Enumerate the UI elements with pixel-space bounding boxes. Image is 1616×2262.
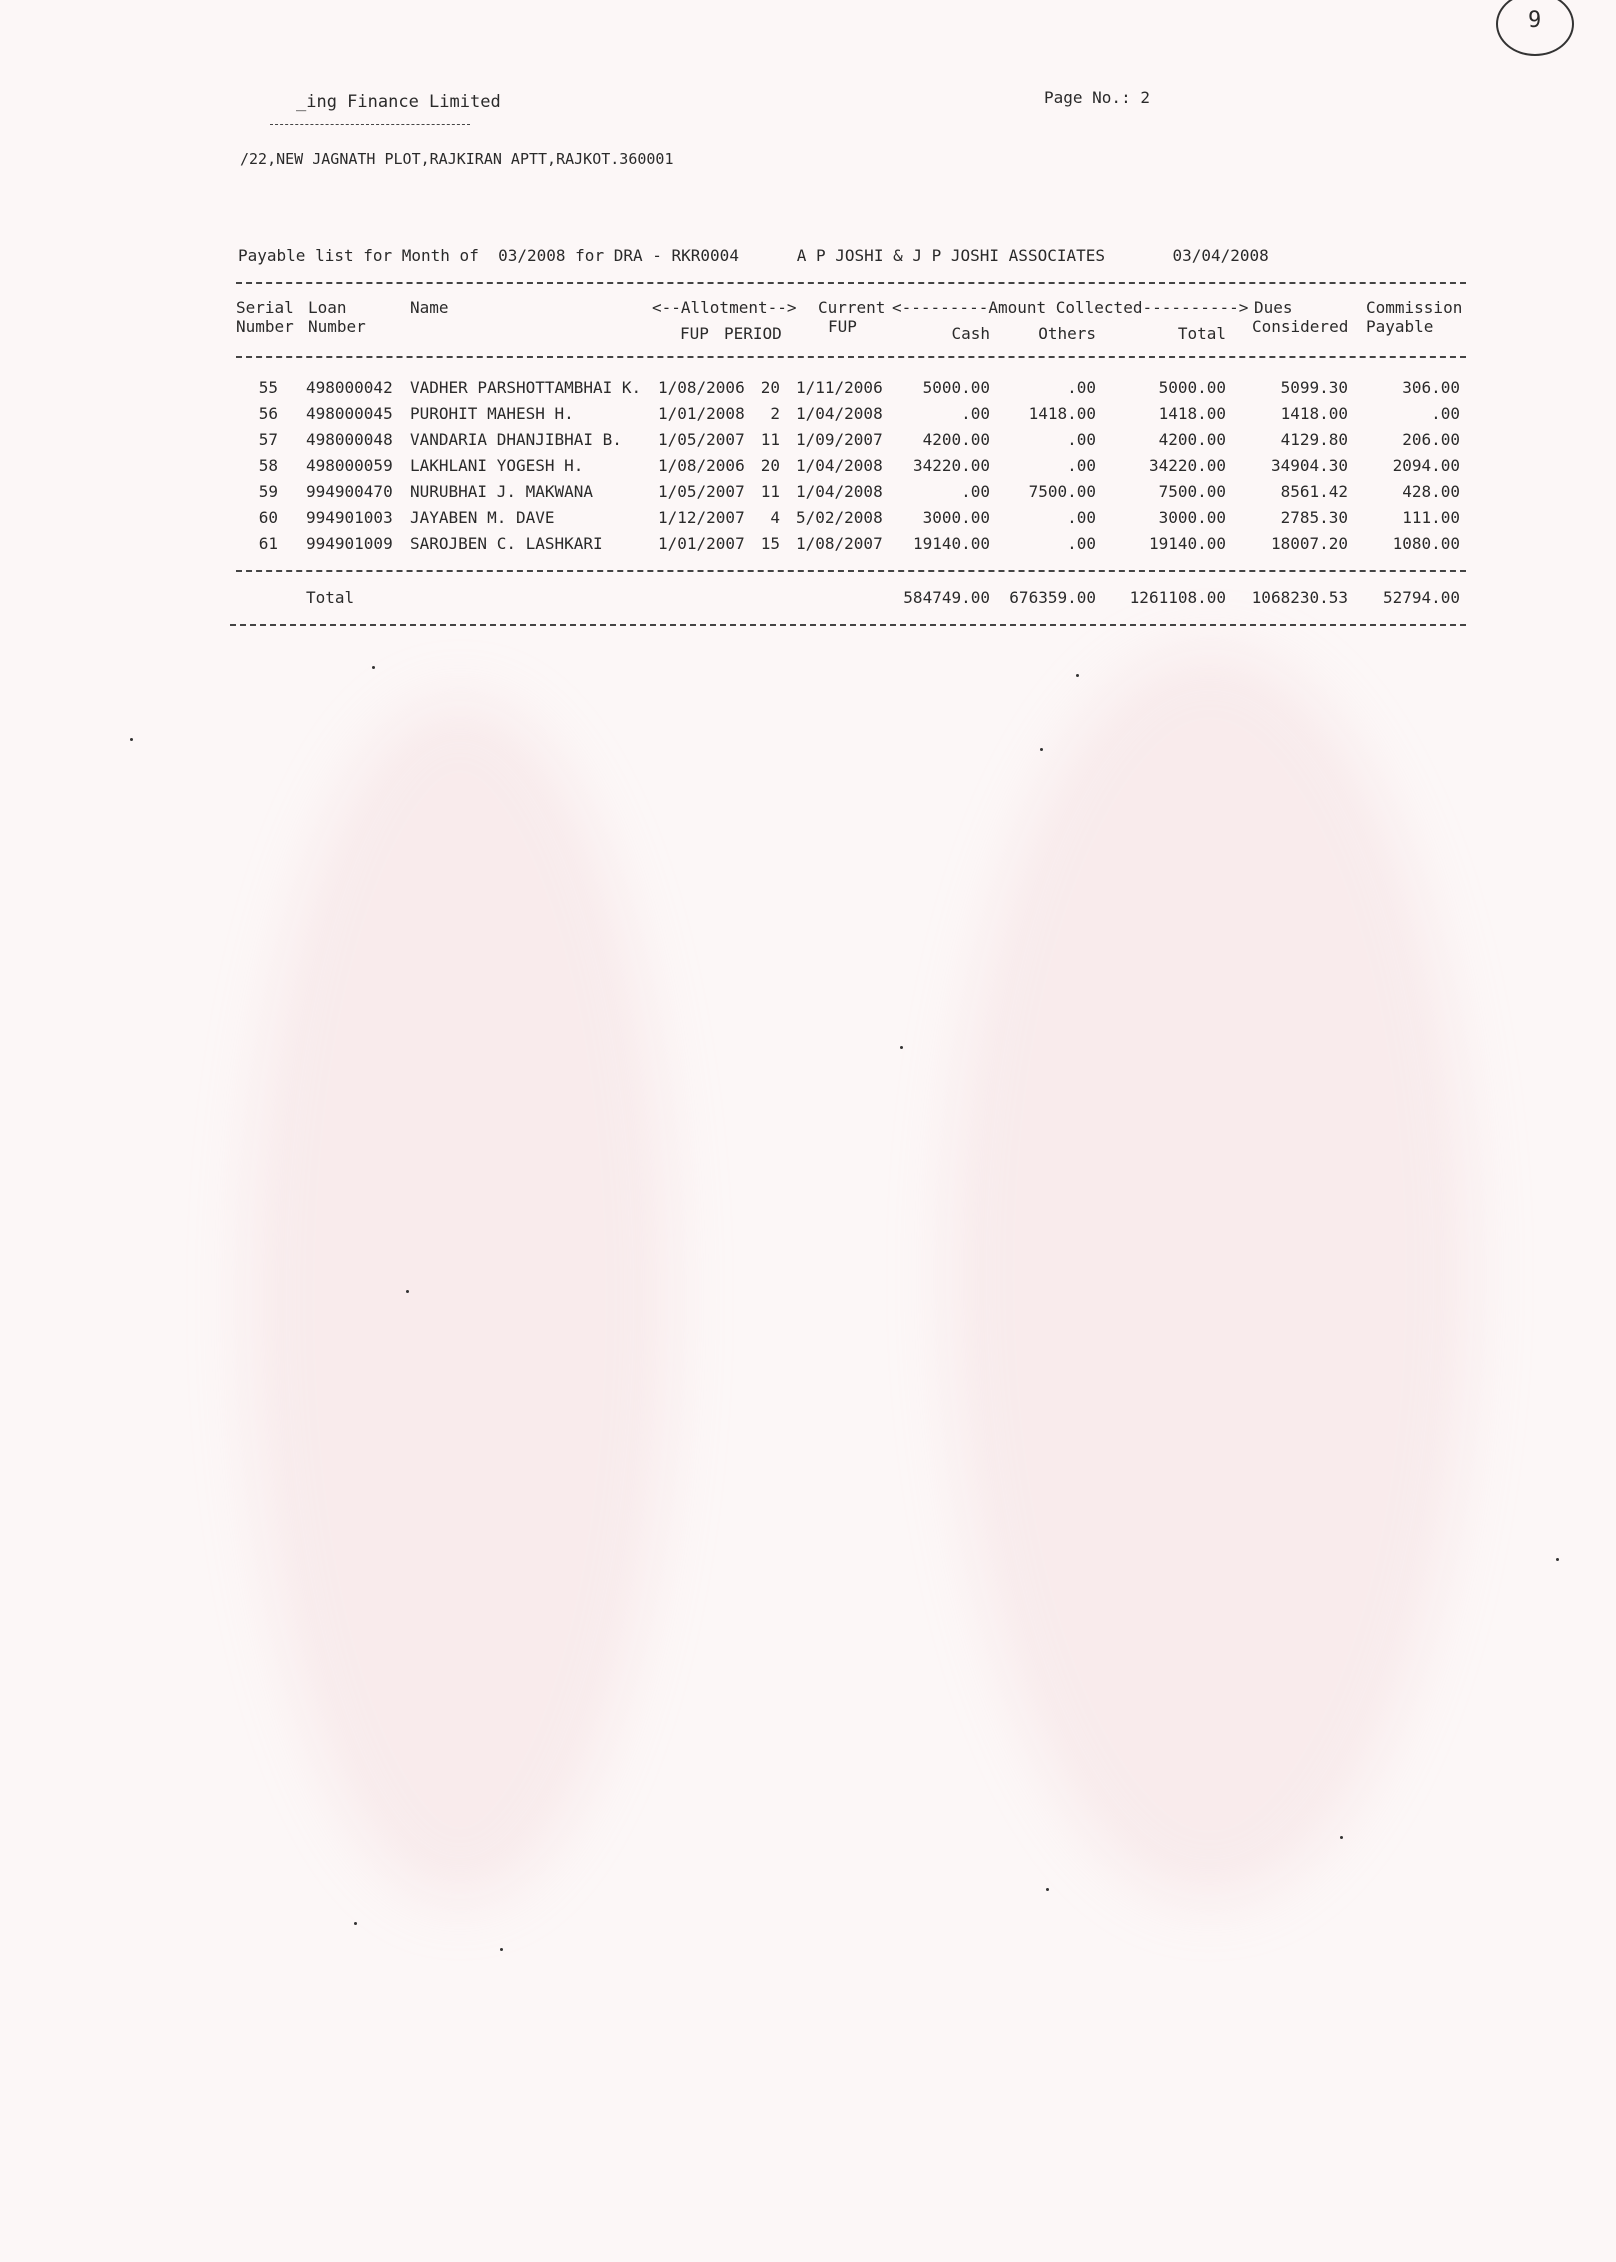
dra-label: for DRA -	[575, 246, 662, 265]
cell-name: SAROJBEN C. LASHKARI	[410, 534, 603, 553]
cell-loan: 498000042	[306, 378, 393, 397]
col-allotment: <--Allotment-->	[652, 298, 797, 317]
cell-total: 34220.00	[1148, 456, 1226, 475]
report-date: 03/04/2008	[1172, 246, 1269, 265]
cell-others: 7500.00	[1028, 482, 1096, 501]
cell-commission: 206.00	[1402, 430, 1460, 449]
cell-commission: 2094.00	[1392, 456, 1460, 475]
table-row	[0, 456, 1616, 482]
col-amount-collected: <---------Amount Collected---------->	[892, 298, 1249, 317]
cell-serial: 59	[258, 482, 278, 501]
cell-cash: 19140.00	[912, 534, 990, 553]
scan-speck	[1556, 1558, 1559, 1561]
totals-others: 676359.00	[1009, 588, 1096, 607]
cell-cash: .00	[961, 404, 990, 423]
cell-total: 4200.00	[1158, 430, 1226, 449]
company-underline	[270, 124, 470, 125]
cell-fup: 1/08/2006	[658, 456, 745, 475]
cell-dues: 1418.00	[1280, 404, 1348, 423]
totals-commission: 52794.00	[1382, 588, 1460, 607]
cell-current-fup: 5/02/2008	[796, 508, 883, 527]
cell-current-fup: 1/04/2008	[796, 482, 883, 501]
cell-current-fup: 1/08/2007	[796, 534, 883, 553]
cell-loan: 994900470	[306, 482, 393, 501]
cell-dues: 4129.80	[1280, 430, 1348, 449]
cell-name: LAKHLANI YOGESH H.	[410, 456, 584, 475]
cell-serial: 61	[258, 534, 278, 553]
cell-cash: 4200.00	[922, 430, 990, 449]
cell-loan: 498000059	[306, 456, 393, 475]
col-loan: Loan Number	[308, 298, 366, 336]
cell-dues: 5099.30	[1280, 378, 1348, 397]
col-period: PERIOD	[724, 324, 782, 343]
col-dues: Dues Considered	[1252, 298, 1349, 336]
cell-others: .00	[1067, 508, 1096, 527]
col-cash: Cash	[951, 324, 990, 343]
company-name: _ing Finance Limited	[296, 92, 501, 112]
cell-period: 11	[760, 482, 780, 501]
cell-total: 1418.00	[1158, 404, 1226, 423]
cell-commission: .00	[1431, 404, 1460, 423]
paper-stain	[950, 650, 1470, 1900]
cell-cash: 3000.00	[922, 508, 990, 527]
cell-name: NURUBHAI J. MAKWANA	[410, 482, 594, 501]
scan-speck	[372, 666, 375, 669]
cell-others: .00	[1067, 378, 1096, 397]
cell-dues: 2785.30	[1280, 508, 1348, 527]
table-bottom-rule	[230, 624, 1466, 626]
cell-name: VADHER PARSHOTTAMBHAI K.	[410, 378, 642, 397]
report-month: 03/2008	[498, 246, 566, 265]
col-name: Name	[410, 298, 449, 317]
cell-fup: 1/12/2007	[658, 508, 745, 527]
table-body-rule	[236, 570, 1466, 572]
scan-speck	[1340, 1836, 1343, 1839]
col-commission: Commission Payable	[1366, 298, 1463, 336]
table-top-rule	[236, 282, 1466, 284]
cell-others: .00	[1067, 456, 1096, 475]
col-others: Others	[1038, 324, 1096, 343]
report-title-line	[238, 246, 1269, 265]
cell-loan: 994901009	[306, 534, 393, 553]
totals-row	[0, 588, 1616, 614]
dra-code: RKR0004	[671, 246, 739, 265]
corner-circle-mark: 9	[1496, 0, 1574, 56]
cell-dues: 18007.20	[1270, 534, 1348, 553]
cell-current-fup: 1/09/2007	[796, 430, 883, 449]
cell-current-fup: 1/04/2008	[796, 404, 883, 423]
totals-total: 1261108.00	[1129, 588, 1226, 607]
totals-cash: 584749.00	[903, 588, 990, 607]
cell-serial: 56	[258, 404, 278, 423]
cell-loan: 498000048	[306, 430, 393, 449]
cell-total: 3000.00	[1158, 508, 1226, 527]
cell-fup: 1/08/2006	[658, 378, 745, 397]
cell-commission: 428.00	[1402, 482, 1460, 501]
cell-serial: 58	[258, 456, 278, 475]
paper-stain	[250, 700, 670, 1900]
cell-name: VANDARIA DHANJIBHAI B.	[410, 430, 622, 449]
cell-fup: 1/01/2008	[658, 404, 745, 423]
cell-period: 20	[760, 378, 780, 397]
table-row	[0, 378, 1616, 404]
scan-speck	[130, 738, 133, 741]
cell-commission: 1080.00	[1392, 534, 1460, 553]
totals-dues: 1068230.53	[1251, 588, 1348, 607]
scan-speck	[900, 1046, 903, 1049]
cell-others: .00	[1067, 430, 1096, 449]
cell-fup: 1/05/2007	[658, 482, 745, 501]
cell-others: .00	[1067, 534, 1096, 553]
title-prefix: Payable list for Month of	[238, 246, 479, 265]
cell-period: 4	[770, 508, 780, 527]
scan-speck	[354, 1922, 357, 1925]
table-row	[0, 430, 1616, 456]
cell-total: 19140.00	[1148, 534, 1226, 553]
table-row	[0, 482, 1616, 508]
scan-speck	[406, 1290, 409, 1293]
cell-period: 11	[760, 430, 780, 449]
cell-current-fup: 1/11/2006	[796, 378, 883, 397]
totals-label: Total	[306, 588, 355, 607]
cell-total: 7500.00	[1158, 482, 1226, 501]
cell-period: 2	[770, 404, 780, 423]
scan-speck	[1040, 748, 1043, 751]
cell-loan: 498000045	[306, 404, 393, 423]
col-current: Current FUP	[818, 298, 886, 336]
cell-serial: 60	[258, 508, 278, 527]
cell-cash: 5000.00	[922, 378, 990, 397]
cell-fup: 1/05/2007	[658, 430, 745, 449]
cell-period: 20	[760, 456, 780, 475]
cell-dues: 8561.42	[1280, 482, 1348, 501]
col-total: Total	[1177, 324, 1226, 343]
cell-fup: 1/01/2007	[658, 534, 745, 553]
cell-others: 1418.00	[1028, 404, 1096, 423]
table-row	[0, 508, 1616, 534]
cell-dues: 34904.30	[1270, 456, 1348, 475]
cell-period: 15	[760, 534, 780, 553]
cell-name: PUROHIT MAHESH H.	[410, 404, 574, 423]
page-number: Page No.: 2	[1044, 88, 1150, 107]
table-row	[0, 404, 1616, 430]
col-fup: FUP	[680, 324, 709, 343]
company-address: /22,NEW JAGNATH PLOT,RAJKIRAN APTT,RAJKOT.360001	[240, 150, 674, 168]
cell-loan: 994901003	[306, 508, 393, 527]
table-header-rule	[236, 356, 1466, 358]
cell-name: JAYABEN M. DAVE	[410, 508, 555, 527]
cell-commission: 111.00	[1402, 508, 1460, 527]
cell-commission: 306.00	[1402, 378, 1460, 397]
agency-name: A P JOSHI & J P JOSHI ASSOCIATES	[796, 246, 1105, 265]
scan-speck	[1046, 1888, 1049, 1891]
cell-cash: 34220.00	[912, 456, 990, 475]
scan-speck	[1076, 674, 1079, 677]
cell-current-fup: 1/04/2008	[796, 456, 883, 475]
col-serial: Serial Number	[236, 298, 294, 336]
scan-speck	[500, 1948, 503, 1951]
cell-serial: 57	[258, 430, 278, 449]
table-row	[0, 534, 1616, 560]
cell-total: 5000.00	[1158, 378, 1226, 397]
cell-cash: .00	[961, 482, 990, 501]
cell-serial: 55	[258, 378, 278, 397]
